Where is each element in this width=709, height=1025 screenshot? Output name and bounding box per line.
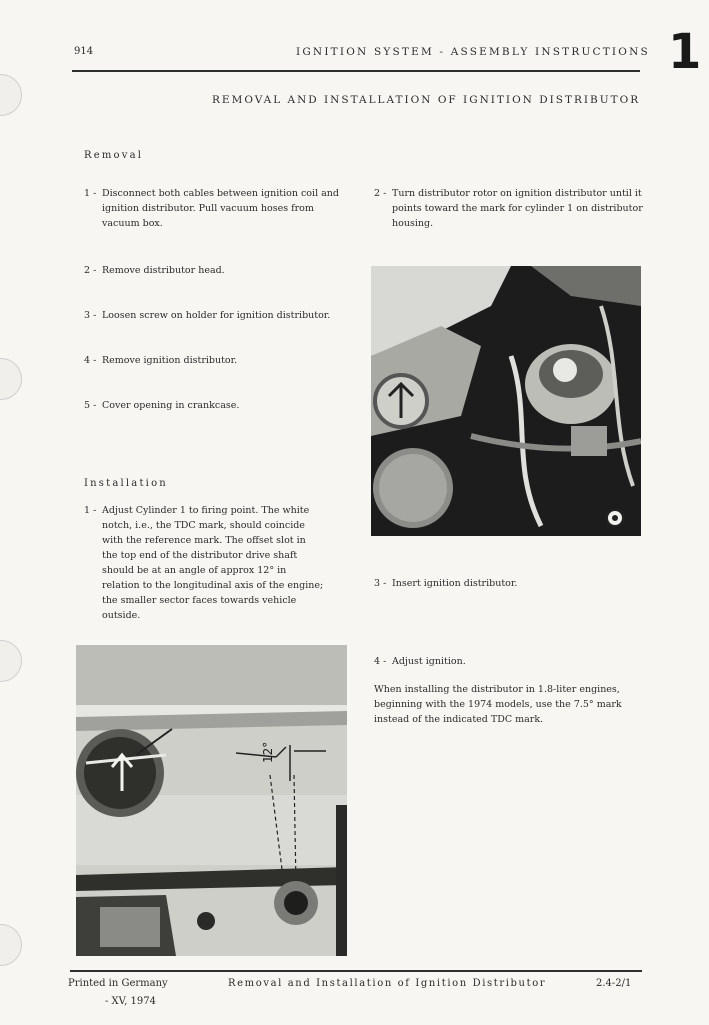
install-step-3 [374,576,644,591]
ignition-note: When installing the distributor in 1.8-liter engines, beginning with the 1974 models, use the 7.5° mark instead of the indicated TDC mark. [374,684,622,725]
step-text: Remove distributor head. [102,265,225,276]
header-title: IGNITION SYSTEM - ASSEMBLY INSTRUCTIONS [296,46,650,58]
removal-step-2 [84,263,364,278]
removal-step-1 [84,186,354,231]
footer-title: Removal and Installation of Ignition Distributor [228,978,547,989]
install-step-2 [374,186,644,231]
step-number: 3 - [84,310,97,321]
tdc-mark-photo [76,645,347,956]
step-number: 5 - [84,400,97,411]
angle-label: 12° [261,741,275,763]
step-number: 1 - [84,505,97,516]
binder-hole [0,74,22,116]
footer-rule [70,970,642,972]
binder-hole [0,640,22,682]
step-number: 2 - [374,188,387,199]
chapter-number: 1 [668,24,702,80]
install-step-1 [84,503,324,623]
tdc-mark-photo-graphic [76,645,347,956]
step-number: 2 - [84,265,97,276]
step-text: Turn distributor rotor on ignition distributor until it points toward the mark for cylinder 1 on distributor housing. [392,188,643,229]
manual-code: 914 [74,46,94,57]
installation-heading: Installation [84,478,168,489]
removal-step-4 [84,353,364,368]
step-number: 3 - [374,578,387,589]
page-title: REMOVAL AND INSTALLATION OF IGNITION DISTRIBUTOR [212,94,641,106]
step-number: 1 - [84,188,97,199]
step-text: Insert ignition distributor. [392,578,518,589]
step-text: Adjust ignition. [392,656,466,667]
distributor-photo [371,266,641,536]
footer-page-number: 2.4-2/1 [596,978,632,989]
distributor-photo-graphic [371,266,641,536]
binder-hole [0,924,22,966]
removal-heading: Removal [84,150,144,161]
header-rule [72,70,640,72]
footer-date: - XV, 1974 [105,996,156,1007]
removal-step-3 [84,308,374,323]
step-text: Loosen screw on holder for ignition distributor. [102,310,331,321]
step-text: Remove ignition distributor. [102,355,238,366]
step-number: 4 - [374,656,387,667]
footer-printed: Printed in Germany [68,978,168,989]
step-number: 4 - [84,355,97,366]
binder-hole [0,358,22,400]
step-text: Adjust Cylinder 1 to firing point. The white notch, i.e., the TDC mark, should coincide with the reference mark. The offset slot in the top end of the distributor drive shaft should be at an angle of approx 12° in relation to the longitudinal axis of the engine; the smaller sector faces towards vehicle outside. [102,505,324,621]
install-step-4 [374,654,644,669]
step-text: Cover opening in crankcase. [102,400,240,411]
removal-step-5 [84,398,364,413]
step-text: Disconnect both cables between ignition coil and ignition distributor. Pull vacuum hoses from vacuum box. [102,188,339,229]
